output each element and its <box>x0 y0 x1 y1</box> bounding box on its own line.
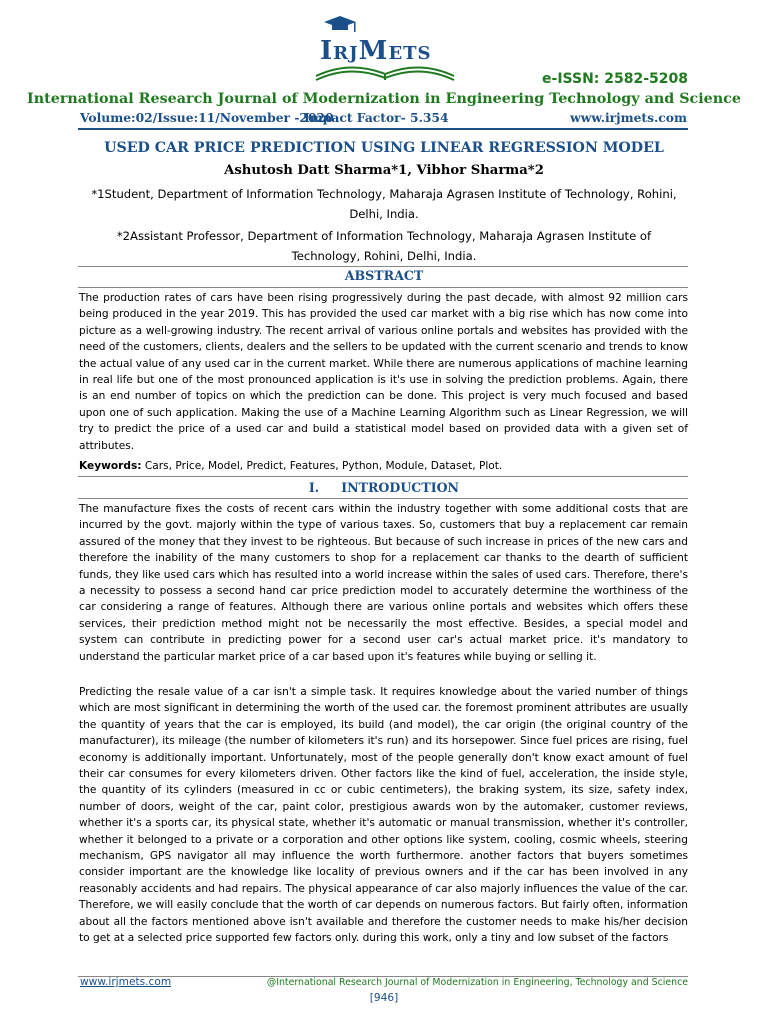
divider <box>78 476 688 477</box>
affiliation-1: *1Student, Department of Information Technology, Maharaja Agrasen Institute of Technology, Rohini, Delhi, India. <box>91 187 677 221</box>
keywords-label: Keywords: <box>79 460 142 472</box>
keywords-list: Cars, Price, Model, Predict, Features, Python, Module, Dataset, Plot. <box>141 460 503 472</box>
intro-paragraph-1: The manufacture fixes the costs of recent cars within the industry together with some additional costs that are incurred by the govt. majorly within the type of various taxes. So, customers that buy a replacement car remain assured of the money that they invest to be righteous. But because of such increase in prices of the new cars and therefore the inability of the many customers to shop for a replacement car thanks to the dearth of sufficient funds, they like used cars which has resulted into a world increase within the sales of used cars. Therefore, there's a necessity to possess a second hand car price prediction model to accurately determine the worthiness of the car considering a range of features. Although there are various online portals and websites which offers these services, their prediction method might not be necessarily the most effective. Besides, a special model and system can contribute in predicting power for a second user car's actual market price. it's mandatory to understand the particular market price of a car based upon it's features while buying or selling it. <box>79 503 688 663</box>
footer-copyright: @International Research Journal of Modernization in Engineering, Technology and Science <box>266 977 688 988</box>
intro-paragraph-2: Predicting the resale value of a car isn't a simple task. It requires knowledge about the varied number of things which are most significant in determining the worth of the used car. the foremost prominent attributes are usually the quantity of years that the car is employed, its build (and model), the car origin (the original country of the manufacturer), its mileage (the number of kilometers it's run) and its horsepower. Since fuel prices are rising, fuel economy is additionally important. Unfortunately, most of the people generally don't know exact amount of fuel their car consumes for every kilometers driven. Other factors like the kind of fuel, acceleration, the inside style, the quantity of its cylinders (measured in cc or cubic centimeters), the braking system, its size, safety index, number of doors, weight of the car, paint color, prestigious awards won by the automaker, customer reviews, whether it's a sports car, its physical state, whether it's automatic or manual transmission, whether it's controller, whether it belonged to a private or a corporation and other options like system, cooling, cosmic wheels, steering mechanism, GPS navigator all may influence the worth furthermore. another factors that buyers sometimes consider important are the knowledge like locality of previous owners and if the car has been involved in any reasonably accidents and had repairs. The physical appearance of car also majorly influences the value of the car. Therefore, we will easily conclude that the worth of car depends on numerous factors. But fairly often, information about all the factors mentioned above isn't available and therefore the customer needs to make his/her decision to get at a selected price supported few factors only. during this work, only a tiny and low subset of the factors <box>79 686 688 945</box>
volume-info: Volume:02/Issue:11/November -2020 <box>80 110 334 125</box>
journal-name: International Research Journal of Modernization in Engineering Technology and Science <box>27 91 741 107</box>
affiliation-2: *2Assistant Professor, Department of Information Technology, Maharaja Agrasen Institute of Technology, Rohini, Delhi, India. <box>116 229 652 263</box>
header-divider <box>78 128 688 130</box>
abstract-heading: ABSTRACT <box>344 268 424 283</box>
section-title: INTRODUCTION <box>341 480 460 495</box>
issue-meta <box>80 110 687 128</box>
section-number: I. <box>308 480 320 495</box>
impact-factor: Impact Factor- 5.354 <box>304 110 449 125</box>
header-website[interactable]: www.irjmets.com <box>570 110 687 125</box>
journal-logo <box>310 14 460 86</box>
divider <box>78 498 688 499</box>
paper-title: USED CAR PRICE PREDICTION USING LINEAR REGRESSION MODEL <box>104 140 664 156</box>
abstract-text: The production rates of cars have been rising progressively during the past decade, with almost 92 million cars being produced in the year 2019. This has provided the used car market with a big rise which has now come into picture as a well-growing industry. The recent arrival of various online portals and websites has provided with the need of the customers, clients, dealers and the sellers to be updated with the current scenario and trends to know the actual value of any used car in the current market. While there are numerous applications of machine learning in real life but one of the most pronounced application is it's use in solving the prediction problems. Again, there is an end number of topics on which the prediction can be done. This project is very much focused and based upon one of such application. Making the use of a Machine Learning Algorithm such as Linear Regression, we will try to predict the price of a used car and build a statistical model based on provided data with a given set of attributes. <box>79 292 688 452</box>
logo-text: IRJMETS <box>320 36 432 66</box>
keywords <box>79 458 688 474</box>
issn: e-ISSN: 2582-5208 <box>542 71 688 87</box>
divider <box>78 287 688 288</box>
page-number: [946] <box>369 992 399 1004</box>
divider <box>78 266 688 267</box>
paper-authors: Ashutosh Datt Sharma*1, Vibhor Sharma*2 <box>224 163 544 178</box>
introduction-heading <box>0 480 768 495</box>
footer-website-link[interactable]: www.irjmets.com <box>80 976 172 988</box>
